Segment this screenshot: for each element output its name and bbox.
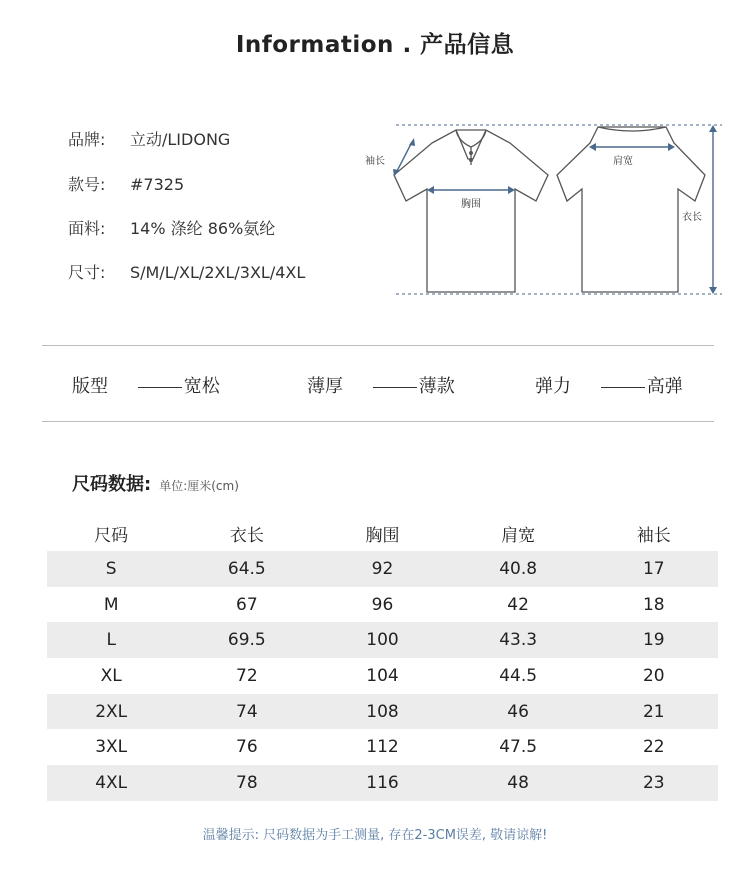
cell-size: S bbox=[47, 551, 175, 587]
feature-value: 宽松 bbox=[183, 376, 220, 397]
cell-sleeve: 20 bbox=[642, 665, 665, 686]
feature-name: 版型 bbox=[72, 376, 108, 397]
cell-size: L bbox=[47, 622, 175, 658]
cell-length: 74 bbox=[175, 694, 318, 730]
info-label: 面料: bbox=[68, 219, 106, 238]
cell-sleeve: 17 bbox=[590, 551, 718, 587]
front-shirt-icon bbox=[394, 130, 548, 292]
cell-chest: 108 bbox=[318, 694, 446, 730]
table-row bbox=[47, 729, 718, 765]
cell-sleeve: 18 bbox=[642, 594, 665, 615]
feature-dash bbox=[138, 387, 182, 388]
back-shirt-icon bbox=[557, 127, 705, 292]
cell-sleeve: 21 bbox=[590, 694, 718, 730]
info-sizes bbox=[68, 260, 305, 283]
feature-dash bbox=[601, 387, 645, 388]
size-table-header-row bbox=[47, 515, 718, 551]
table-row bbox=[47, 765, 718, 801]
cell-sleeve: 19 bbox=[590, 622, 718, 658]
cell-length: 64.5 bbox=[175, 551, 318, 587]
feature-value: 高弹 bbox=[646, 376, 683, 397]
header-chest: 胸围 bbox=[365, 525, 400, 546]
feature-name: 弹力 bbox=[535, 376, 571, 397]
table-row bbox=[47, 587, 718, 623]
cell-shoulder: 48 bbox=[447, 765, 590, 801]
cell-length: 76 bbox=[236, 737, 258, 758]
cell-chest: 116 bbox=[318, 765, 446, 801]
cell-sleeve: 22 bbox=[642, 737, 665, 758]
cell-length: 78 bbox=[175, 765, 318, 801]
cell-chest: 100 bbox=[318, 622, 446, 658]
feature-fit bbox=[72, 372, 220, 398]
cell-shoulder: 44.5 bbox=[499, 665, 538, 686]
cell-shoulder: 43.3 bbox=[447, 622, 590, 658]
header-shoulder: 肩宽 bbox=[501, 525, 536, 546]
info-label: 品牌: bbox=[68, 130, 106, 149]
cell-size: M bbox=[103, 594, 119, 615]
cell-length: 69.5 bbox=[175, 622, 318, 658]
divider-bottom bbox=[42, 421, 714, 422]
cell-shoulder: 42 bbox=[507, 594, 529, 615]
cell-chest: 112 bbox=[366, 737, 399, 758]
body-length-label: 衣长 bbox=[682, 212, 702, 223]
table-row bbox=[47, 551, 718, 587]
header-length: 衣长 bbox=[229, 525, 264, 546]
size-chart-title: 尺码数据: bbox=[72, 474, 152, 495]
info-label: 款号: bbox=[68, 175, 106, 194]
info-value: 立动/LIDONG bbox=[130, 130, 231, 149]
cell-length: 67 bbox=[236, 594, 258, 615]
cell-shoulder: 47.5 bbox=[499, 737, 538, 758]
feature-thickness bbox=[307, 372, 455, 398]
shoulder-width-label: 肩宽 bbox=[613, 156, 633, 167]
info-fabric bbox=[68, 216, 275, 239]
feature-elasticity bbox=[535, 372, 683, 398]
info-value: #7325 bbox=[130, 175, 185, 194]
cell-chest: 96 bbox=[371, 594, 394, 615]
info-brand bbox=[68, 127, 230, 150]
cell-size: 2XL bbox=[47, 694, 175, 730]
cell-chest: 92 bbox=[318, 551, 446, 587]
cell-size: 3XL bbox=[95, 737, 128, 758]
measurement-diagram bbox=[360, 115, 730, 305]
info-value: 14% 涤纶 86%氨纶 bbox=[130, 219, 276, 238]
size-table bbox=[47, 515, 718, 801]
divider-top bbox=[42, 345, 714, 346]
info-style-number bbox=[68, 172, 184, 195]
page-title: Information . 产品信息 bbox=[235, 32, 515, 58]
header-sleeve: 袖长 bbox=[636, 525, 671, 546]
measurement-note: 温馨提示: 尺码数据为手工测量, 存在2-3CM误差, 敬请谅解! bbox=[202, 828, 548, 843]
header-size: 尺码 bbox=[94, 525, 129, 546]
sleeve-length-label: 袖长 bbox=[365, 156, 385, 167]
cell-size: 4XL bbox=[47, 765, 175, 801]
table-row bbox=[47, 694, 718, 730]
chest-width-label: 胸围 bbox=[461, 199, 481, 210]
size-chart-unit: 单位:厘米(cm) bbox=[159, 479, 239, 493]
cell-shoulder: 46 bbox=[447, 694, 590, 730]
body-length-arrow bbox=[709, 125, 717, 294]
cell-chest: 104 bbox=[366, 665, 399, 686]
cell-shoulder: 40.8 bbox=[447, 551, 590, 587]
info-label: 尺寸: bbox=[68, 263, 106, 282]
table-row bbox=[47, 622, 718, 658]
feature-name: 薄厚 bbox=[307, 376, 343, 397]
size-chart-heading bbox=[72, 470, 239, 496]
table-row bbox=[47, 658, 718, 694]
info-value: S/M/L/XL/2XL/3XL/4XL bbox=[130, 263, 306, 282]
feature-dash bbox=[373, 387, 417, 388]
cell-length: 72 bbox=[236, 665, 258, 686]
feature-value: 薄款 bbox=[418, 376, 455, 397]
cell-size: XL bbox=[100, 665, 122, 686]
cell-sleeve: 23 bbox=[590, 765, 718, 801]
